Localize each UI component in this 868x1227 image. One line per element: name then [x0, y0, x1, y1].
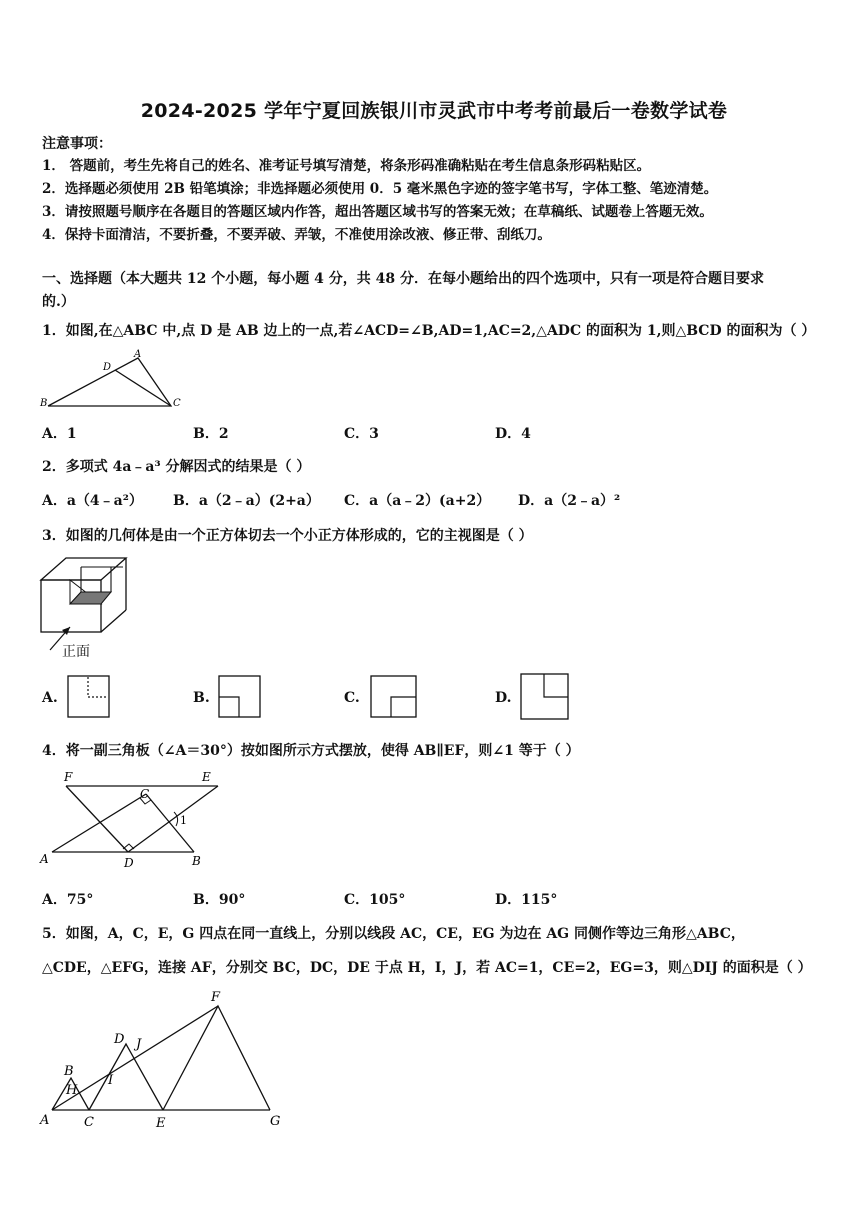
option-d: D．a（2﹣a）² — [518, 493, 621, 509]
section-heading: 一、选择题（本大题共 12 个小题，每小题 4 分，共 48 分．在每小题给出的四个选项中，只有一项是符合题目要求 — [42, 271, 764, 287]
q4-label-c: C — [140, 787, 150, 801]
q4-label-b: B — [192, 854, 201, 868]
q4-label-d: D — [124, 856, 134, 870]
q4-label-a: A — [40, 852, 49, 866]
option-c: C．105° — [344, 892, 406, 908]
page-title: 2024-2025 学年宁夏回族银川市灵武市中考考前最后一卷数学试卷 — [140, 100, 728, 122]
option-b: B．90° — [193, 892, 246, 908]
option-a: A. — [42, 690, 58, 706]
q5-label-e: E — [156, 1116, 166, 1131]
q4-label-f: F — [64, 770, 73, 784]
q5-label-d: D — [114, 1032, 125, 1047]
front-view-label: 正面 — [62, 644, 90, 660]
option-c-figure — [370, 675, 418, 719]
q5-label-i: I — [108, 1073, 114, 1088]
q5-label-g: G — [270, 1114, 281, 1129]
option-b: B．2 — [193, 426, 229, 442]
question-5-stem: 5．如图，A，C，E，G 四点在同一直线上，分别以线段 AC，CE，EG 为边在 AG 同侧作等边三角形△ABC， — [42, 926, 745, 942]
q1-label-a: A — [134, 349, 142, 360]
q1-label-b: B — [40, 398, 48, 409]
option-b-figure — [218, 675, 262, 719]
q5-label-b: B — [64, 1064, 74, 1079]
question-5-figure — [36, 986, 296, 1132]
q5-label-f: F — [211, 990, 221, 1005]
q4-label-1: 1 — [180, 814, 187, 827]
question-1-stem: 1．如图,在△ABC 中,点 D 是 AB 边上的一点,若∠ACD=∠B,AD=1,AC=2,△ADC 的面积为 1,则△BCD 的面积为（ ） — [42, 323, 816, 339]
option-a-figure — [67, 675, 111, 719]
option-a: A．75° — [42, 892, 94, 908]
notice-item: 2．选择题必须使用 2B 铅笔填涂；非选择题必须使用 0．5 毫米黑色字迹的签字笔书写，字体工整、笔迹清楚。 — [42, 181, 718, 197]
question-4-stem: 4．将一副三角板（∠A＝30°）按如图所示方式摆放，使得 AB∥EF，则∠1 等于（ ） — [42, 743, 580, 759]
q5-label-a: A — [40, 1113, 50, 1128]
question-4-figure — [36, 768, 226, 872]
option-c: C．a（a﹣2）(a+2） — [344, 493, 491, 509]
q5-label-h: H — [66, 1083, 78, 1098]
q1-label-d: D — [103, 362, 112, 373]
option-d: D. — [495, 690, 512, 706]
question-1-figure — [38, 348, 188, 410]
question-2-stem: 2．多项式 4a﹣a³ 分解因式的结果是（ ） — [42, 459, 311, 475]
section-heading-cont: 的.） — [42, 294, 75, 310]
notice-item: 3．请按照题号顺序在各题目的答题区域内作答，超出答题区域书写的答案无效；在草稿纸、试题卷上答题无效。 — [42, 204, 713, 220]
question-5-stem-cont: △CDE，△EFG，连接 AF，分别交 BC，DC，DE 于点 H，I，J，若 AC=1，CE=2，EG=3，则△DIJ 的面积是（ ） — [42, 960, 812, 976]
option-b: B．a（2﹣a）(2+a） — [173, 493, 320, 509]
notice-item: 1． 答题前，考生先将自己的姓名、准考证号填写清楚，将条形码准确粘贴在考生信息条形码粘贴区。 — [42, 158, 651, 174]
option-d: D．4 — [495, 426, 531, 442]
option-c: C. — [344, 690, 360, 706]
option-c: C．3 — [344, 426, 379, 442]
question-3-stem: 3．如图的几何体是由一个正方体切去一个小正方体形成的，它的主视图是（ ） — [42, 528, 533, 544]
notice-heading: 注意事项： — [42, 136, 112, 152]
q1-label-c: C — [173, 398, 181, 409]
notice-item: 4．保持卡面清洁，不要折叠，不要弄破、弄皱，不准使用涂改液、修正带、刮纸刀。 — [42, 227, 551, 243]
option-b: B. — [193, 690, 210, 706]
q5-label-j: J — [136, 1037, 142, 1052]
q5-label-c: C — [84, 1115, 94, 1130]
option-d: D．115° — [495, 892, 558, 908]
q4-label-e: E — [202, 770, 211, 784]
option-d-figure — [520, 673, 570, 721]
option-a: A．a（4﹣a²） — [42, 493, 143, 509]
option-a: A．1 — [42, 426, 77, 442]
